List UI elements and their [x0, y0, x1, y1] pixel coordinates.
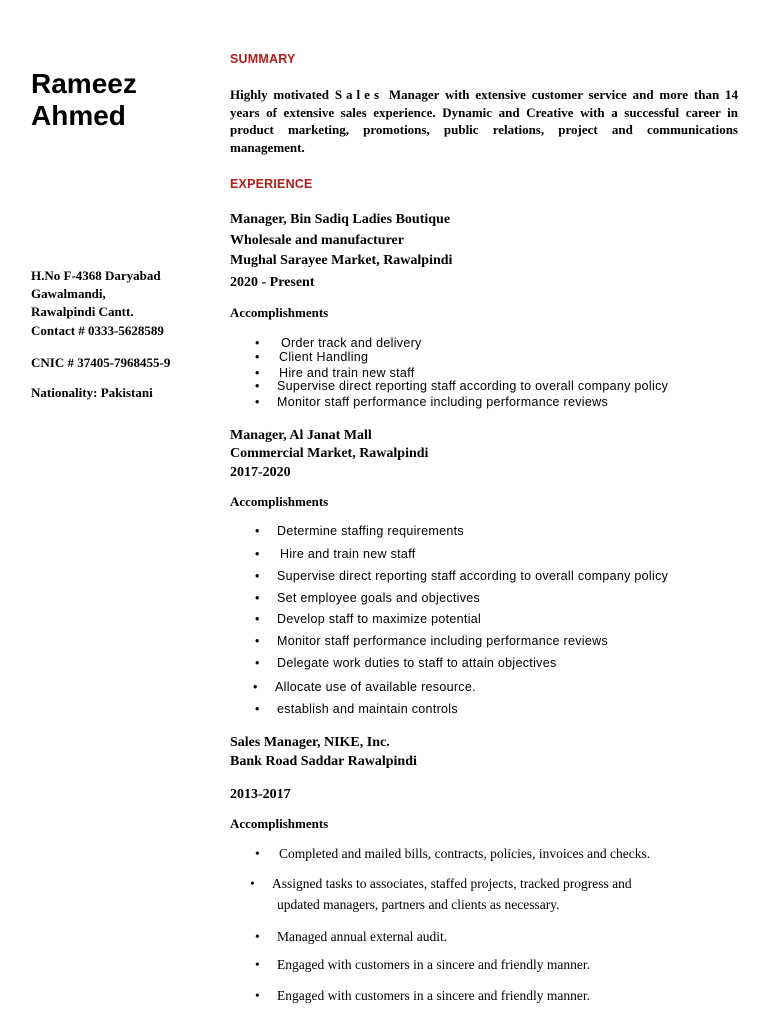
job-2-location: Commercial Market, Rawalpindi: [230, 446, 429, 461]
address-line-3: Rawalpindi Cantt.: [31, 304, 134, 319]
summary-text-start: Highly motivated: [230, 87, 335, 102]
list-item-text: Order track and delivery: [281, 336, 422, 350]
list-item-text: Engaged with customers in a sincere and friendly manner.: [277, 988, 591, 1003]
contact-phone: Contact # 0333-5628589: [31, 323, 164, 338]
summary-heading: SUMMARY: [230, 52, 296, 66]
bullet-icon: •: [255, 336, 260, 350]
list-item-text: Hire and train new staff: [280, 547, 416, 561]
job-1-dates: 2020 - Present: [230, 275, 315, 290]
job-3-location: Bank Road Saddar Rawalpindi: [230, 754, 417, 769]
bullet-icon: •: [255, 547, 260, 561]
job-2-dates: 2017-2020: [230, 465, 291, 480]
job-1-line-2: Wholesale and manufacturer: [230, 233, 404, 248]
address-line-1: H.No F-4368 Daryabad: [31, 268, 161, 283]
list-item-text: Supervise direct reporting staff according to overall company policy: [277, 379, 669, 393]
list-item-text: establish and maintain controls: [277, 702, 458, 716]
bullet-icon: •: [255, 988, 260, 1003]
list-item-text: Assigned tasks to associates, staffed projects, tracked progress and: [272, 876, 632, 891]
list-item-text: updated managers, partners and clients as necessary.: [277, 897, 560, 912]
bullet-icon: •: [255, 395, 260, 409]
list-item-text: Managed annual external audit.: [277, 929, 448, 944]
bullet-icon: •: [255, 379, 260, 393]
bullet-icon: •: [255, 702, 260, 716]
list-item-text: Set employee goals and objectives: [277, 591, 481, 605]
job-3-accomplishments-label: Accomplishments: [230, 816, 329, 831]
nationality: Nationality: Pakistani: [31, 385, 153, 400]
bullet-icon: •: [255, 929, 260, 944]
list-item-text: Determine staffing requirements: [277, 524, 464, 538]
job-3-title: Sales Manager, NIKE, Inc.: [230, 735, 390, 750]
bullet-icon: •: [255, 846, 260, 861]
job-2-title: Manager, Al Janat Mall: [230, 428, 372, 443]
bullet-icon: •: [255, 612, 260, 626]
bullet-icon: •: [255, 350, 260, 364]
job-2-accomplishments-label: Accomplishments: [230, 494, 329, 509]
list-item-text: Client Handling: [279, 350, 369, 364]
job-3-dates: 2013-2017: [230, 787, 291, 802]
list-item-text: Supervise direct reporting staff according to overall company policy: [277, 569, 669, 583]
job-1-location: Mughal Sarayee Market, Rawalpindi: [230, 253, 453, 268]
summary-text: [230, 86, 738, 156]
list-item-text: Hire and train new staff: [279, 366, 415, 380]
bullet-icon: •: [250, 876, 255, 891]
list-item-text: Delegate work duties to staff to attain objectives: [277, 656, 557, 670]
candidate-name: [31, 68, 137, 132]
list-item-text: Monitor staff performance including performance reviews: [277, 634, 608, 648]
bullet-icon: •: [255, 569, 260, 583]
list-item-text: Monitor staff performance including performance reviews: [277, 395, 608, 409]
address-line-2: Gawalmandi,: [31, 286, 106, 301]
job-1-accomplishments-label: Accomplishments: [230, 305, 329, 320]
cnic-number: CNIC # 37405-7968455-9: [31, 355, 171, 370]
list-item-text: Develop staff to maximize potential: [277, 612, 482, 626]
list-item-text: Completed and mailed bills, contracts, policies, invoices and checks.: [279, 846, 651, 861]
bullet-icon: •: [255, 366, 260, 380]
bullet-icon: •: [255, 634, 260, 648]
experience-heading: EXPERIENCE: [230, 177, 313, 191]
bullet-icon: •: [255, 524, 260, 538]
list-item-text: Engaged with customers in a sincere and friendly manner.: [277, 957, 591, 972]
summary-text-spaced: Sales: [334, 87, 383, 102]
bullet-icon: •: [255, 957, 260, 972]
job-1-title: Manager, Bin Sadiq Ladies Boutique: [230, 212, 451, 227]
list-item-text: Allocate use of available resource.: [275, 680, 476, 694]
summary-text-end: Manager with extensive customer service and more than 14 years of extensive sales experience. Dynamic and Creative with a successful career in product marketing, promotions, public relations, project and communications management.: [230, 87, 739, 155]
first-name: Rameez: [31, 68, 137, 99]
last-name: Ahmed: [31, 100, 126, 131]
bullet-icon: •: [255, 591, 260, 605]
bullet-icon: •: [253, 680, 258, 694]
bullet-icon: •: [255, 656, 260, 670]
